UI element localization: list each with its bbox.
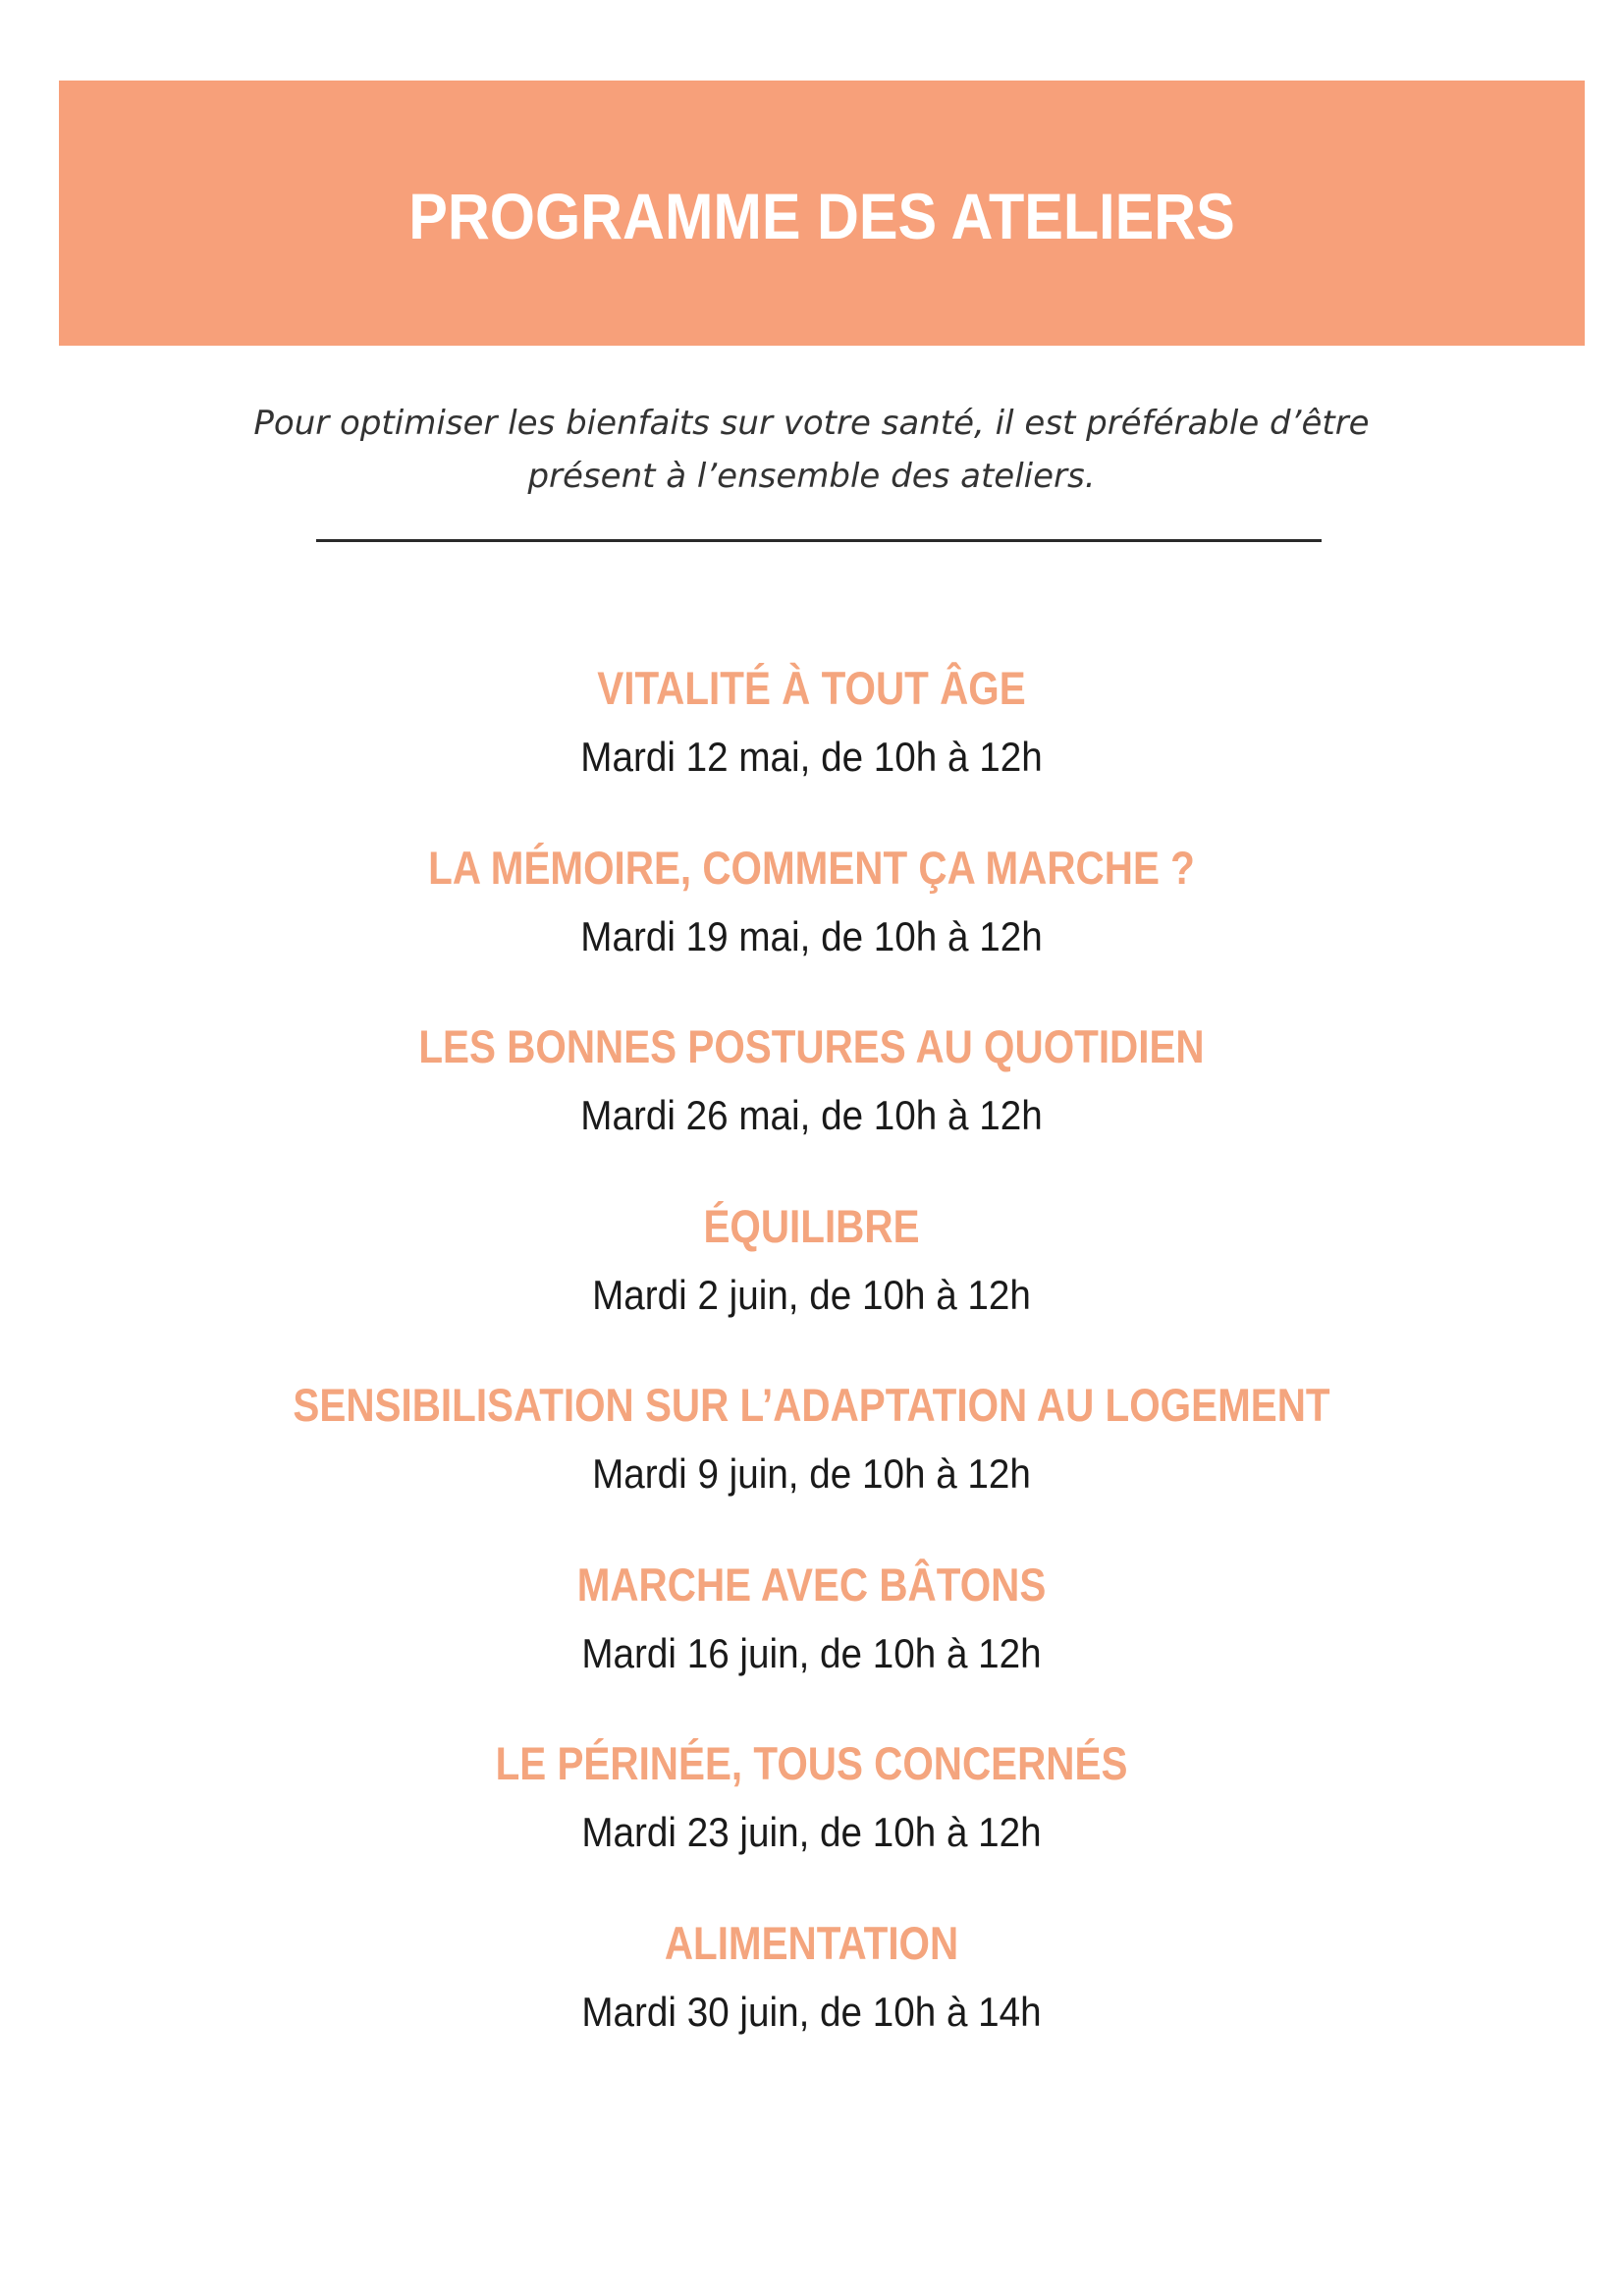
workshop-title: ÉQUILIBRE bbox=[703, 1200, 920, 1252]
workshop-item bbox=[98, 1916, 1525, 2038]
workshop-date: Mardi 30 juin, de 10h à 14h bbox=[581, 1989, 1042, 2035]
workshop-item bbox=[98, 1199, 1525, 1321]
page-title: PROGRAMME DES ATELIERS bbox=[408, 180, 1235, 252]
workshop-date: Mardi 26 mai, de 10h à 12h bbox=[580, 1092, 1043, 1138]
workshop-title: VITALITÉ À TOUT ÂGE bbox=[597, 662, 1026, 714]
workshop-date: Mardi 9 juin, de 10h à 12h bbox=[592, 1450, 1031, 1497]
workshop-date: Mardi 23 juin, de 10h à 12h bbox=[581, 1809, 1042, 1855]
workshop-date: Mardi 19 mai, de 10h à 12h bbox=[580, 913, 1043, 959]
workshop-title: LE PÉRINÉE, TOUS CONCERNÉS bbox=[495, 1737, 1128, 1789]
workshop-item bbox=[98, 1378, 1525, 1500]
workshop-item bbox=[98, 661, 1525, 783]
workshop-item bbox=[98, 1558, 1525, 1679]
workshop-date: Mardi 16 juin, de 10h à 12h bbox=[581, 1630, 1042, 1676]
intro-text-line-1: Pour optimiser les bienfaits sur votre santé, il est préférable d’être bbox=[253, 404, 1370, 443]
workshop-title: LA MÉMOIRE, COMMENT ÇA MARCHE ? bbox=[428, 842, 1195, 894]
workshop-title: LES BONNES POSTURES AU QUOTIDIEN bbox=[418, 1020, 1205, 1072]
workshop-title: SENSIBILISATION SUR L’ADAPTATION AU LOGEMENT bbox=[293, 1379, 1330, 1431]
intro-text-line-2: présent à l’ensemble des ateliers. bbox=[527, 457, 1096, 496]
workshop-title: ALIMENTATION bbox=[664, 1917, 959, 1969]
divider bbox=[316, 539, 1322, 542]
workshop-title: MARCHE AVEC BÂTONS bbox=[576, 1558, 1047, 1611]
workshop-date: Mardi 2 juin, de 10h à 12h bbox=[592, 1272, 1031, 1318]
workshop-item bbox=[98, 1019, 1525, 1141]
workshop-date: Mardi 12 mai, de 10h à 12h bbox=[580, 734, 1043, 780]
workshop-item bbox=[98, 1736, 1525, 1858]
workshop-item bbox=[98, 841, 1525, 962]
header-banner bbox=[59, 81, 1585, 346]
